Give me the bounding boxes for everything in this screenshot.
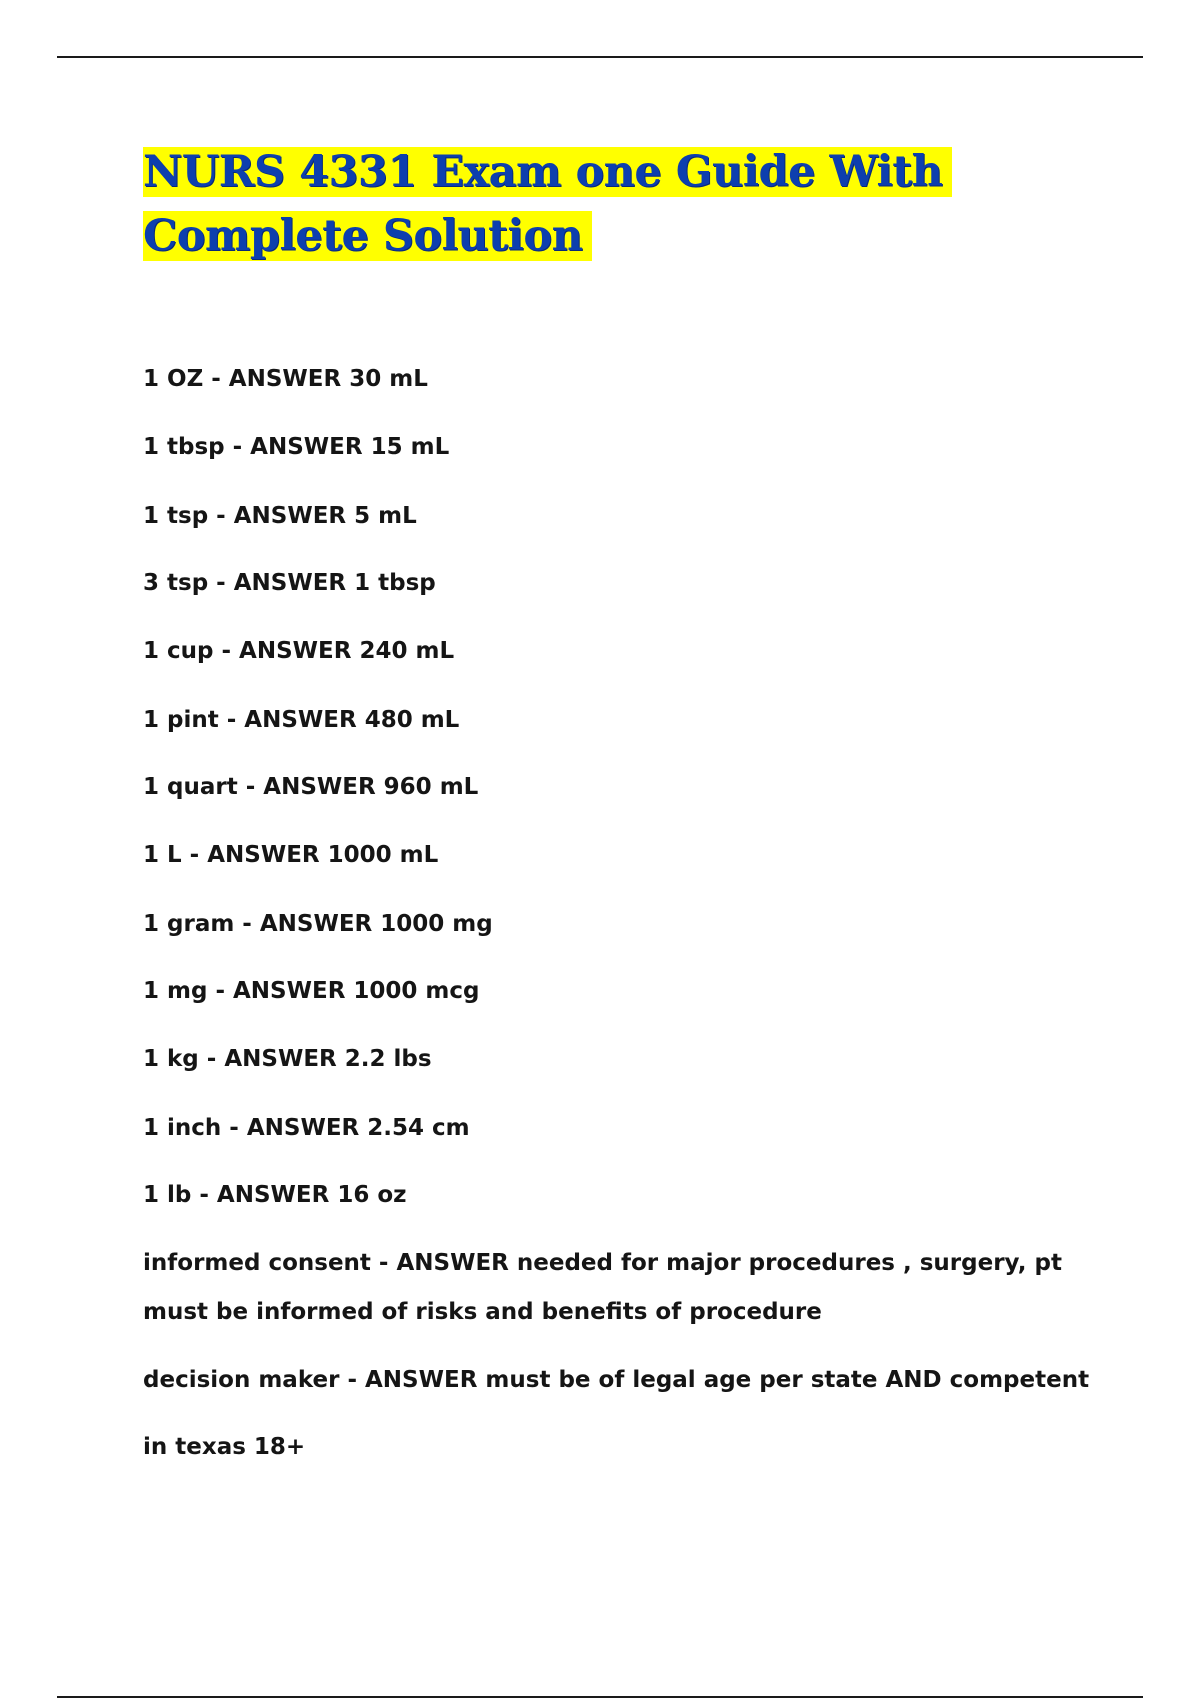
qa-entry-10: 1 mg - ANSWER 1000 mcg [143,978,480,1004]
qa-entry-9: 1 gram - ANSWER 1000 mg [143,911,493,937]
header-rule [57,56,1143,58]
qa-entry-14: informed consent - ANSWER needed for major procedures , surgery, pt must be informed of risks and benefits of procedure [143,1250,1062,1325]
document-title [143,140,1043,268]
document-title-text: NURS 4331 Exam one Guide With Complete Solution [143,147,952,261]
qa-entry-11: 1 kg - ANSWER 2.2 lbs [143,1046,432,1072]
qa-entry-12: 1 inch - ANSWER 2.54 cm [143,1115,470,1141]
qa-entry-16: in texas 18+ [143,1434,306,1460]
qa-entry-15: decision maker - ANSWER must be of legal age per state AND competent [143,1367,1090,1393]
footer-rule [57,1696,1143,1698]
qa-entry-8: 1 L - ANSWER 1000 mL [143,842,439,868]
qa-entry-7: 1 quart - ANSWER 960 mL [143,774,479,800]
qa-entry-3: 1 tsp - ANSWER 5 mL [143,503,417,529]
qa-entry-5: 1 cup - ANSWER 240 mL [143,638,455,664]
qa-entry-2: 1 tbsp - ANSWER 15 mL [143,434,450,460]
qa-entry-13: 1 lb - ANSWER 16 oz [143,1182,407,1208]
qa-entry-4: 3 tsp - ANSWER 1 tbsp [143,570,436,596]
qa-entry-6: 1 pint - ANSWER 480 mL [143,707,460,733]
qa-entry-1: 1 OZ - ANSWER 30 mL [143,366,428,392]
